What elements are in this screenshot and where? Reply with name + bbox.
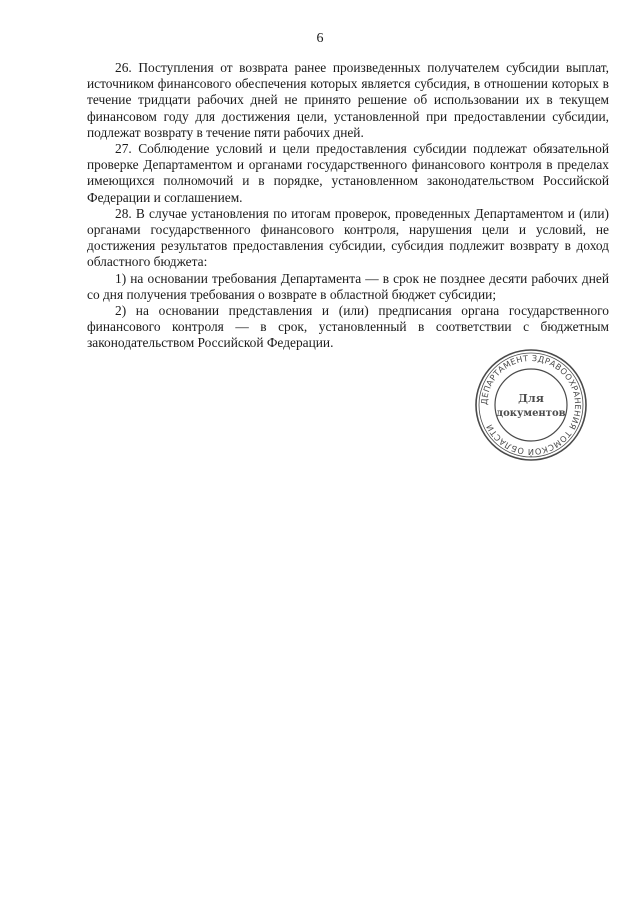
paragraph-26: 26. Поступления от возврата ранее произведенных получателем субсидии выплат, источником финансового обеспечения которых является субсидия, в отношении которых в течение тридцати рабочих дней не принято решение об использовании их в текущем финансовом году для достижения цели, установленной при предоставлении субсидии, подлежат возврату в течение пяти рабочих дней. — [87, 60, 609, 140]
department-stamp — [473, 347, 589, 463]
paragraph-28-item-1: 1) на основании требования Департамента — в срок не позднее десяти рабочих дней со дня получения требования о возврате в областной бюджет субсидии; — [87, 270, 609, 302]
stamp-icon — [473, 347, 589, 463]
paragraph-28-item-2: 2) на основании представления и (или) предписания органа государственного финансового контроля — в срок, установленный в соответствии с бюджетным законодательством Российской Федерации. — [87, 303, 609, 351]
stamp-center-line2: документов — [496, 408, 566, 419]
page-number: 6 — [316, 31, 324, 46]
paragraph-27: 27. Соблюдение условий и цели предоставления субсидии подлежат обязательной проверке Департаментом и органами государственного финансового контроля в пределах имеющихся полномочий и в порядке, установленном законодательством Российской Федерации и соглашением. — [87, 141, 609, 205]
document-body — [87, 60, 609, 352]
stamp-ring-text: ДЕПАРТАМЕНТ ЗДРАВООХРАНЕНИЯ ТОМСКОЙ ОБЛАСТИ — [478, 352, 584, 458]
paragraph-28: 28. В случае установления по итогам проверок, проведенных Департаментом и (или) органами государственного финансового контроля, нарушения цели и условий, не достижения результатов предоставления субсидии, субсидия подлежит возврату в доход областного бюджета: — [87, 205, 609, 270]
stamp-center-line1: Для — [518, 392, 544, 405]
